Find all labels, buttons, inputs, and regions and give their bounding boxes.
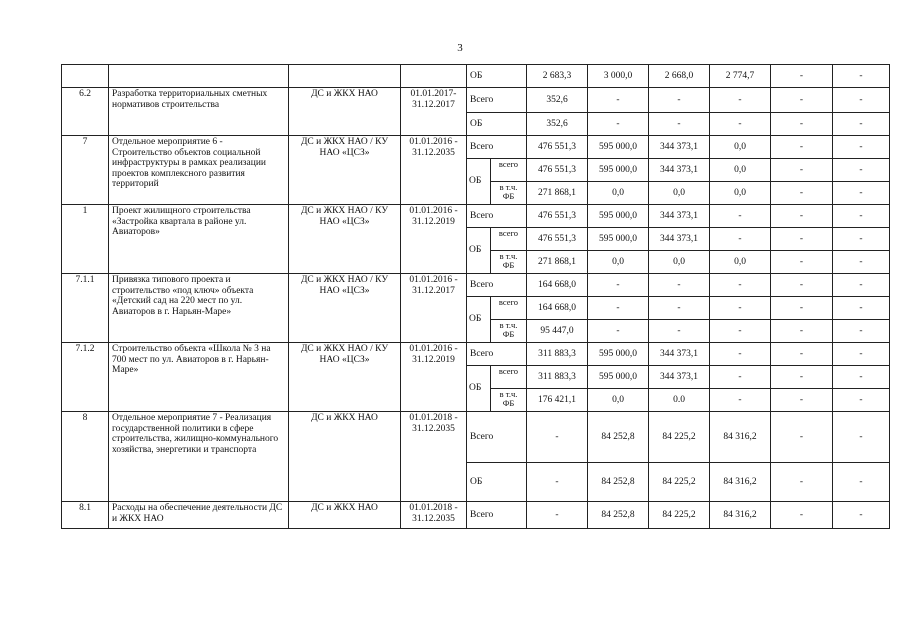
table-cell: -	[833, 412, 890, 463]
table-cell: 352,6	[527, 88, 588, 113]
table-cell: 344 373,1	[649, 205, 710, 228]
table-cell: ОБ	[467, 463, 527, 502]
table-cell: 0,0	[710, 136, 771, 159]
table-cell: 164 668,0	[527, 274, 588, 297]
table-cell: 0,0	[710, 159, 771, 182]
table-cell: 7.1.1	[62, 274, 109, 343]
table-cell: 176 421,1	[527, 389, 588, 412]
table-cell	[62, 65, 109, 88]
table-cell: ОБ	[467, 65, 527, 88]
table-cell: -	[710, 366, 771, 389]
table-cell: -	[527, 502, 588, 529]
table-cell: 476 551,3	[527, 159, 588, 182]
table-cell: 1	[62, 205, 109, 274]
table-cell: 0,0	[649, 251, 710, 274]
table-cell: -	[771, 412, 833, 463]
table-cell: ДС и ЖКХ НАО / КУ НАО «ЦСЗ»	[289, 274, 401, 343]
table-cell: -	[771, 228, 833, 251]
table-cell: ОБ	[467, 113, 527, 136]
table-row	[62, 274, 890, 297]
table-cell: ДС и ЖКХ НАО	[289, 412, 401, 502]
table-cell: Всего	[467, 412, 527, 463]
table-cell: -	[833, 389, 890, 412]
table-cell	[401, 65, 467, 88]
table-cell: 595 000,0	[588, 205, 649, 228]
table-cell: 0.0	[649, 389, 710, 412]
table-cell: -	[833, 182, 890, 205]
table-cell: Всего	[467, 343, 527, 366]
table-cell: 352,6	[527, 113, 588, 136]
table-cell: 344 373,1	[649, 343, 710, 366]
table-cell: Разработка территориальных сметных нормативов строительства	[109, 88, 289, 136]
table-cell: -	[649, 320, 710, 343]
table-cell: 2 683,3	[527, 65, 588, 88]
table-cell: 344 373,1	[649, 366, 710, 389]
table-cell: -	[833, 502, 890, 529]
table-cell: -	[771, 297, 833, 320]
table-cell: 84 225,2	[649, 412, 710, 463]
table-cell: -	[771, 343, 833, 366]
table-cell: 84 316,2	[710, 412, 771, 463]
table-cell: 84 252,8	[588, 502, 649, 529]
table-cell: 344 373,1	[649, 136, 710, 159]
table-cell: 311 883,3	[527, 366, 588, 389]
table-cell: 8.1	[62, 502, 109, 529]
table-cell: 0,0	[588, 182, 649, 205]
table-row	[62, 343, 890, 366]
table-cell: 476 551,3	[527, 205, 588, 228]
table-cell: ОБ	[467, 366, 491, 412]
table-cell: 3 000,0	[588, 65, 649, 88]
table-cell: -	[527, 412, 588, 463]
table-cell: 2 668,0	[649, 65, 710, 88]
table-cell: 84 316,2	[710, 463, 771, 502]
table-cell: -	[771, 389, 833, 412]
table-cell: -	[588, 320, 649, 343]
table-cell: 271 868,1	[527, 182, 588, 205]
table-cell: Отдельное мероприятие 7 - Реализация государственной политики в сфере строительства, жилищно-коммунального хозяйства, энергетики и транспорта	[109, 412, 289, 502]
table-cell: -	[649, 297, 710, 320]
table-cell: в т.ч. ФБ	[491, 251, 527, 274]
table-cell: -	[833, 463, 890, 502]
table-cell: 271 868,1	[527, 251, 588, 274]
table-cell: -	[649, 113, 710, 136]
table-cell: -	[771, 88, 833, 113]
table-cell: -	[771, 113, 833, 136]
table-cell: 01.01.2018 - 31.12.2035	[401, 412, 467, 502]
table-cell: -	[833, 88, 890, 113]
table-cell: ОБ	[467, 159, 491, 205]
table-cell: 164 668,0	[527, 297, 588, 320]
table-cell: -	[771, 251, 833, 274]
table-row	[62, 412, 890, 463]
table-cell: -	[649, 274, 710, 297]
table-cell: 84 225,2	[649, 502, 710, 529]
table-cell: ДС и ЖКХ НАО / КУ НАО «ЦСЗ»	[289, 343, 401, 412]
table-cell: в т.ч. ФБ	[491, 320, 527, 343]
table-cell: 0,0	[649, 182, 710, 205]
table-cell: -	[710, 113, 771, 136]
table-cell: всего	[491, 228, 527, 251]
table-cell: -	[710, 205, 771, 228]
table-cell: -	[527, 463, 588, 502]
table-cell: 595 000,0	[588, 366, 649, 389]
table-cell: Всего	[467, 205, 527, 228]
table-cell: -	[588, 113, 649, 136]
table-cell: 84 225,2	[649, 463, 710, 502]
table-cell: -	[588, 274, 649, 297]
table-cell: всего	[491, 366, 527, 389]
table-cell: -	[833, 251, 890, 274]
table-cell: 344 373,1	[649, 228, 710, 251]
table-cell: -	[710, 88, 771, 113]
table-cell: ОБ	[467, 228, 491, 274]
table-cell: -	[649, 88, 710, 113]
table-cell: -	[710, 297, 771, 320]
table-cell: Проект жилищного строительства «Застройка квартала в районе ул. Авиаторов»	[109, 205, 289, 274]
table-cell: в т.ч. ФБ	[491, 389, 527, 412]
table-cell: -	[771, 205, 833, 228]
table-cell: -	[771, 136, 833, 159]
table-cell: 476 551,3	[527, 228, 588, 251]
table-cell: 7	[62, 136, 109, 205]
table-cell: 595 000,0	[588, 136, 649, 159]
table-cell: 476 551,3	[527, 136, 588, 159]
table-cell: -	[710, 320, 771, 343]
table-cell: -	[771, 274, 833, 297]
table-cell: -	[588, 297, 649, 320]
table-row	[62, 88, 890, 113]
table-cell: 84 316,2	[710, 502, 771, 529]
table-cell: 0,0	[710, 251, 771, 274]
table-cell: -	[710, 228, 771, 251]
table-cell: -	[771, 502, 833, 529]
table-cell: 01.01.2016 - 31.12.2019	[401, 343, 467, 412]
table-cell: -	[710, 343, 771, 366]
table-cell: -	[833, 205, 890, 228]
table-cell: -	[833, 320, 890, 343]
table-cell: -	[771, 65, 833, 88]
table-row	[62, 136, 890, 159]
table-cell: 01.01.2018 - 31.12.2035	[401, 502, 467, 529]
table-cell: в т.ч. ФБ	[491, 182, 527, 205]
table-cell: 7.1.2	[62, 343, 109, 412]
table-row	[62, 65, 890, 88]
table-cell: 0,0	[588, 251, 649, 274]
table-cell: Всего	[467, 136, 527, 159]
table-cell: всего	[491, 159, 527, 182]
table-cell: 01.01.2016 - 31.12.2035	[401, 136, 467, 205]
table-cell: 01.01.2016 - 31.12.2019	[401, 205, 467, 274]
table-cell: 01.01.2016 - 31.12.2017	[401, 274, 467, 343]
table-cell: 6.2	[62, 88, 109, 136]
table-cell: -	[833, 113, 890, 136]
table-cell	[109, 65, 289, 88]
table-cell: Всего	[467, 502, 527, 529]
table-cell	[289, 65, 401, 88]
table-cell: 8	[62, 412, 109, 502]
table-cell: ДС и ЖКХ НАО / КУ НАО «ЦСЗ»	[289, 205, 401, 274]
table-cell: ДС и ЖКХ НАО	[289, 502, 401, 529]
table-cell: 84 252,8	[588, 412, 649, 463]
table-cell: 595 000,0	[588, 159, 649, 182]
table-cell: -	[771, 159, 833, 182]
table-cell: -	[833, 65, 890, 88]
table-cell: ДС и ЖКХ НАО / КУ НАО «ЦСЗ»	[289, 136, 401, 205]
table-cell: 01.01.2017-31.12.2017	[401, 88, 467, 136]
table-cell: Привязка типового проекта и строительство «под ключ» объекта «Детский сад на 220 мест по ул. Авиаторов в г. Нарьян-Маре»	[109, 274, 289, 343]
table-cell: Расходы на обеспечение деятельности ДС и ЖКХ НАО	[109, 502, 289, 529]
table-cell: -	[710, 389, 771, 412]
page-number: 3	[457, 42, 463, 54]
table-cell: -	[833, 136, 890, 159]
table-cell: 595 000,0	[588, 228, 649, 251]
table-cell: 2 774,7	[710, 65, 771, 88]
table-cell: -	[771, 320, 833, 343]
table-cell: -	[833, 274, 890, 297]
table-cell: всего	[491, 297, 527, 320]
table-cell: 595 000,0	[588, 343, 649, 366]
table-cell: -	[833, 366, 890, 389]
table-cell: 84 252,8	[588, 463, 649, 502]
table-cell: 95 447,0	[527, 320, 588, 343]
table-cell: -	[710, 274, 771, 297]
table-cell: -	[771, 182, 833, 205]
table-cell: -	[588, 88, 649, 113]
program-table	[61, 64, 890, 529]
table-cell: 344 373,1	[649, 159, 710, 182]
table-cell: 0,0	[588, 389, 649, 412]
table-cell: -	[771, 366, 833, 389]
table-cell: Всего	[467, 274, 527, 297]
table-cell: -	[833, 159, 890, 182]
table-cell: 311 883,3	[527, 343, 588, 366]
table-row	[62, 502, 890, 529]
table-cell: ОБ	[467, 297, 491, 343]
table-cell: -	[833, 228, 890, 251]
table-cell: ДС и ЖКХ НАО	[289, 88, 401, 136]
table-cell: -	[771, 463, 833, 502]
table-cell: 0,0	[710, 182, 771, 205]
table-cell: Всего	[467, 88, 527, 113]
table-row	[62, 205, 890, 228]
table-cell: Строительство объекта «Школа № 3 на 700 мест по ул. Авиаторов в г. Нарьян-Маре»	[109, 343, 289, 412]
table-cell: Отдельное мероприятие 6 - Строительство объектов социальной инфраструктуры в рамках реализации проектов комплексного развития территорий	[109, 136, 289, 205]
table-cell: -	[833, 297, 890, 320]
table-cell: -	[833, 343, 890, 366]
